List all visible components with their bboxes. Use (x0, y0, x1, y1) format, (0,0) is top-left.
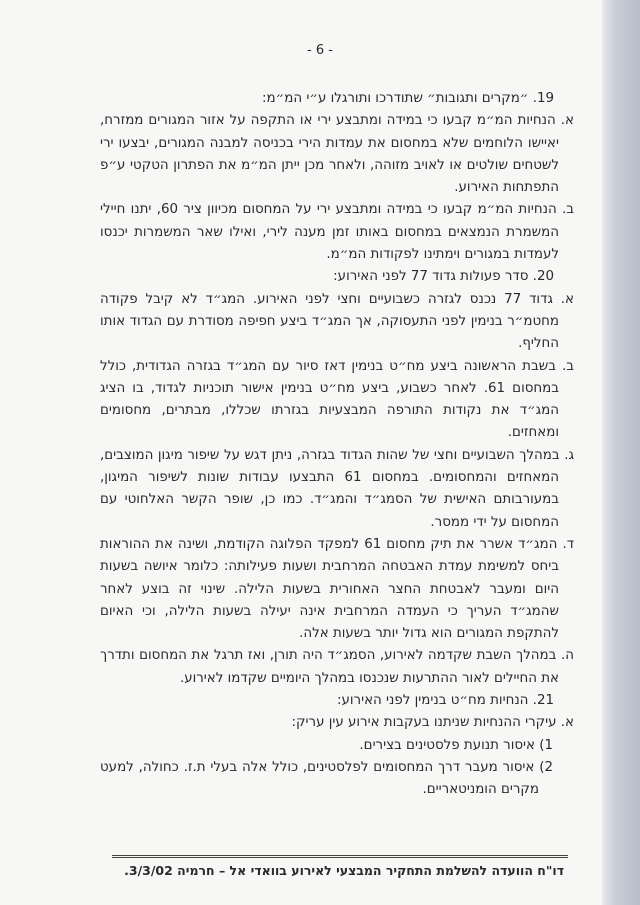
paragraph-21a: א. עיקרי ההנחיות שניתנו בעקבות אירוע עין עריק: (291, 715, 574, 731)
section-20-heading: 20. סדר פעולות גדוד 77 לפני האירוע: (333, 269, 554, 285)
paragraph-19a: א. הנחיות המ״מ קבעו כי במידה ומתבצע ירי או התקפה על אזור המגורים ממזרח, יאיישו הלוחמים שלא במחסום את עמדות הירי בכניסה למבנה המגורים, יבצעו ירי לשטחים שולטים או לאויב מזוהה, ולאחר מכן ייתן המ״מ את הפתרון הטקטי ע״פ התפתחות האירוע. (100, 113, 574, 196)
paragraph-20a: א. גדוד 77 נכנס לגזרה כשבועיים וחצי לפני האירוע. המג״ד לא קיבל פקודה מחטמ״ר בנימין לפני התעסוקה, אך המג״ד ביצע חפיפה מסודרת עם הגדוד אותו החליף. (100, 291, 574, 352)
paragraph-20e: ה. במהלך השבת שקדמה לאירוע, הסמג״ד היה תורן, ואז תרגל את המחסום ותדרך את החיילים לאור ההתרעות שנכנסו במהלך היומיים שקדמו לאירוע. (100, 648, 574, 686)
section-19-heading: 19. ״מקרים ותגובות״ שתודרכו ותורגלו ע״י המ״מ: (262, 91, 554, 106)
paragraph-20c: ג. במהלך השבועיים וחצי של שהות הגדוד בגזרה, ניתן דגש על שיפור מיגון המוצבים, המאחזים והמחסומים. במחסום 61 התבצעו עבודות שונות לשיפור המיגון, במעורבותם האישית של הסמג״ד והמג״ד. כמו כן, שופר הקשר האלחוטי עם המחסום על ידי ממסר. (100, 447, 574, 530)
paragraph-20b: ב. בשבת הראשונה ביצע מח״ט בנימין דאז סיור עם המג״ד בגזרה הגדודית, כולל במחסום 61. לאחר כשבוע, ביצע מח״ט בנימין אישור תוכניות לגדוד, בו הציג המג״ד את נקודות התורפה המבצעיות בגזרתו שכללו, מבתרים, מחסומים ומאחזים. (100, 358, 574, 441)
paragraph-19b: ב. הנחיות המ״מ קבעו כי במידה ומתבצע ירי על המחסום מכיוון ציר 60, יתנו חיילי המשמרת הנמצאים במחסום באותו זמן מענה לירי, ואילו שאר המשמרות יכנסו לעמדות במגורים וימתינו לפקודות המ״מ. (100, 202, 575, 263)
paragraph-20d: ד. המג״ד אשרר את תיק מחסום 61 למפקד הפלוגה הקודמת, ושינה את ההוראות ביחס למשימת עמדת האבטחה המרחבית ושעות פעילותה: כלומר איושה בשעות היום ומעבר לאבטחת החצר האחורית בשעות הלילה. שינוי זה בוצע לאחר שהמג״ד העריך כי העמדה המרחבית אינה יעילה בשעות הלילה, וכי האיום להתקפת המגורים הוא גדול יותר בשעות אלה. (100, 536, 575, 642)
footer-divider (112, 855, 568, 860)
list-item-1: 1) איסור תנועת פלסטינים בצירים. (359, 737, 553, 753)
footer-title: דו"ח הוועדה להשלמת התחקיר המבצעי לאירוע בוואדי אל – חרמיה 3/3/02. (124, 863, 564, 878)
list-item-2: 2) איסור מעבר דרך המחסומים לפלסטינים, כולל אלה בעלי ת.ז. כחולה, למעט מקרים הומניטאריים. (100, 759, 553, 798)
page-number: - 6 - (307, 43, 333, 58)
document-body (100, 88, 574, 802)
section-21-heading: 21. הנחיות מח״ט בנימין לפני האירוע: (336, 693, 554, 709)
scan-page-edge (602, 0, 640, 905)
